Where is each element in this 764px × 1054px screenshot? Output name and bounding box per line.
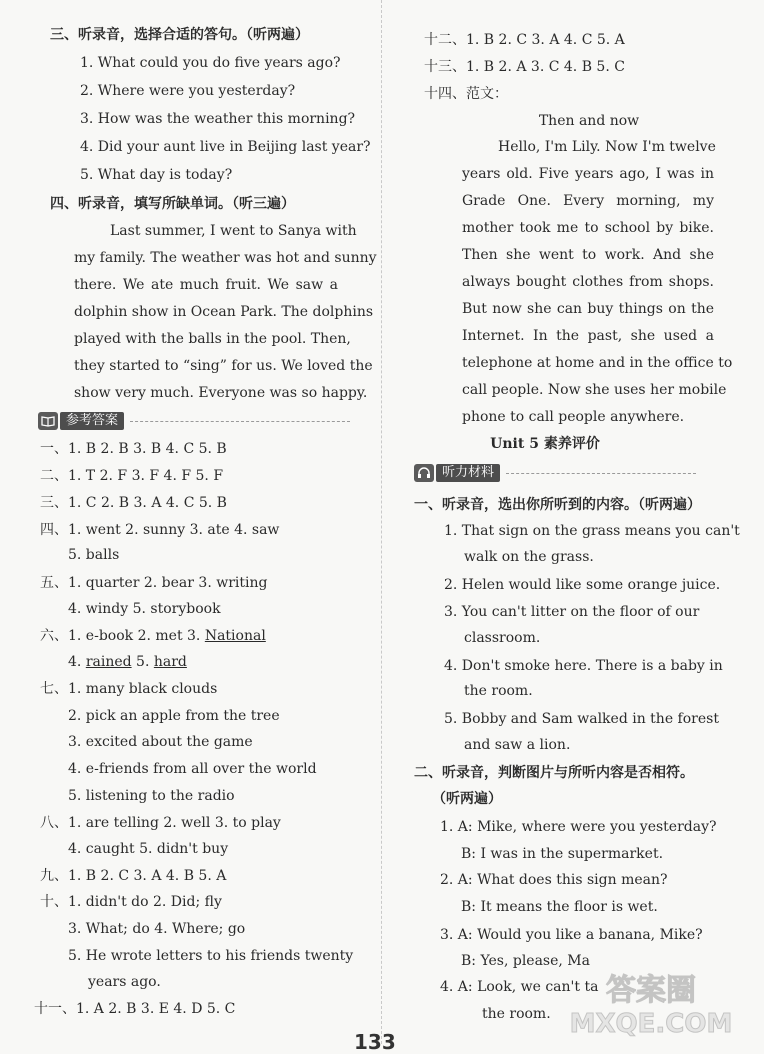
paragraph-line: Last summer, I went to Sanya with xyxy=(110,223,357,239)
paragraph-line: But now she can buy things on the xyxy=(462,301,714,317)
answer-line: 十四、范文： xyxy=(424,86,508,102)
dialog-line: 1. A: Mike, where were you yesterday? xyxy=(440,819,717,835)
paragraph-line: dolphin show in Ocean Park. The dolphins xyxy=(74,304,374,320)
answer-line: 4. e-friends from all over the world xyxy=(68,761,317,777)
answer-line: 四、1. went 2. sunny 3. ate 4. saw xyxy=(40,522,280,538)
headphones-icon xyxy=(414,464,434,482)
answer-line: 七、1. many black clouds xyxy=(40,681,218,697)
list-item: and saw a lion. xyxy=(464,737,571,753)
paragraph-line: they started to “sing” for us. We loved the xyxy=(74,358,373,374)
list-item: 2. Helen would like some orange juice. xyxy=(444,577,721,593)
answer-line xyxy=(40,626,266,646)
section-2-subtitle: （听两遍） xyxy=(432,791,502,807)
answer-text: National xyxy=(204,628,266,644)
dialog-line: 4. A: Look, we can't ta xyxy=(440,979,599,995)
answer-line: 五、1. quarter 2. bear 3. writing xyxy=(40,575,268,591)
paragraph-line: always bought clothes from shops. xyxy=(462,274,714,290)
answer-key-label: 参考答案 xyxy=(60,412,124,430)
dialog-line: B: It means the floor is wet. xyxy=(461,899,658,915)
paragraph-line: my family. The weather was hot and sunny xyxy=(74,250,377,266)
answer-key-banner xyxy=(38,411,374,431)
section-1-title: 一、听录音，选出你所听到的内容。（听两遍） xyxy=(414,497,701,513)
answer-line: 二、1. T 2. F 3. F 4. F 5. F xyxy=(40,468,224,484)
essay-title: Then and now xyxy=(538,113,640,129)
section-4-title: 四、听录音，填写所缺单词。（听三遍） xyxy=(50,196,295,212)
answer-line: 2. pick an apple from the tree xyxy=(68,708,280,724)
list-item: 4. Don't smoke here. There is a baby in xyxy=(444,658,723,674)
watermark-text: MXQE.COM xyxy=(569,1009,733,1038)
answer-line: 4. caught 5. didn't buy xyxy=(68,841,229,857)
paragraph-line: Hello, I'm Lily. Now I'm twelve xyxy=(498,139,716,155)
list-item: 5. Bobby and Sam walked in the forest xyxy=(444,711,719,727)
paragraph-line: phone to call people anywhere. xyxy=(462,409,685,425)
answer-line: 十一、1. A 2. B 3. E 4. D 5. C xyxy=(34,1001,236,1017)
paragraph-line: years old. Five years ago, I was in xyxy=(462,166,714,182)
answer-text: rained xyxy=(85,654,132,670)
dialog-line: B: I was in the supermarket. xyxy=(461,846,664,862)
paragraph-line: Then she went to work. And she xyxy=(462,247,714,263)
paragraph-line: Internet. In the past, she used a xyxy=(462,328,714,344)
answer-line: 十三、1. B 2. A 3. C 4. B 5. C xyxy=(424,59,625,75)
paragraph-line: call people. Now she uses her mobile xyxy=(462,382,727,398)
answer-line xyxy=(68,652,187,672)
answer-text: hard xyxy=(153,654,187,670)
watermark-logo-text: 答案圈 xyxy=(606,973,696,1008)
paragraph-line: there. We ate much fruit. We saw a xyxy=(74,277,338,293)
list-item: 4. Did your aunt live in Beijing last year? xyxy=(80,139,371,155)
answer-text: 5. xyxy=(131,654,154,670)
dialog-line: the room. xyxy=(482,1006,551,1022)
paragraph-line: played with the balls in the pool. Then, xyxy=(74,331,351,347)
answer-line: 5. listening to the radio xyxy=(68,788,235,804)
paragraph-line: show very much. Everyone was so happy. xyxy=(74,385,368,401)
dialog-line: B: Yes, please, Ma xyxy=(461,953,590,969)
answer-line: 3. excited about the game xyxy=(68,734,253,750)
answer-line: 九、1. B 2. C 3. A 4. B 5. A xyxy=(40,868,227,884)
answer-line: 5. balls xyxy=(68,547,120,563)
list-item: 2. Where were you yesterday? xyxy=(80,83,296,99)
answer-line: years ago. xyxy=(88,974,161,990)
list-item: the room. xyxy=(464,683,533,699)
listening-label: 听力材料 xyxy=(436,464,500,482)
answer-line: 八、1. are telling 2. well 3. to play xyxy=(40,815,281,831)
answer-text: 六、1. e-book 2. met 3. xyxy=(40,628,205,644)
section-2-title: 二、听录音，判断图片与所听内容是否相符。 xyxy=(414,765,694,781)
page-number: 133 xyxy=(354,1030,396,1054)
paragraph-line: mother took me to school by bike. xyxy=(462,220,714,236)
section-4-paragraph xyxy=(74,218,377,407)
answer-line: 3. What; do 4. Where; go xyxy=(68,921,246,937)
answer-line: 4. windy 5. storybook xyxy=(68,601,221,617)
list-item: walk on the grass. xyxy=(464,549,594,565)
answer-line: 十二、1. B 2. C 3. A 4. C 5. A xyxy=(424,32,625,48)
list-item: 5. What day is today? xyxy=(80,167,233,183)
list-item: classroom. xyxy=(464,630,541,646)
listening-banner xyxy=(414,463,714,483)
book-icon xyxy=(38,412,58,430)
list-item: 1. That sign on the grass means you can't xyxy=(444,523,740,539)
list-item: 3. You can't litter on the floor of our xyxy=(444,604,700,620)
answer-text: 4. xyxy=(68,654,86,670)
answer-line: 5. He wrote letters to his friends twenty xyxy=(68,948,354,964)
banner-rule xyxy=(130,421,350,422)
answer-line: 三、1. C 2. B 3. A 4. C 5. B xyxy=(40,495,227,511)
watermark-logo xyxy=(546,968,756,1038)
dialog-line: 2. A: What does this sign mean? xyxy=(440,872,668,888)
list-item: 1. What could you do five years ago? xyxy=(80,55,341,71)
section-3-title: 三、听录音，选择合适的答句。（听两遍） xyxy=(50,27,309,43)
answer-line: 十、1. didn't do 2. Did; fly xyxy=(40,894,222,910)
banner-rule xyxy=(506,473,696,474)
paragraph-line: telephone at home and in the office to xyxy=(462,355,733,371)
paragraph-line: Grade One. Every morning, my xyxy=(462,193,714,209)
unit-title: Unit 5 素养评价 xyxy=(490,436,600,452)
list-item: 3. How was the weather this morning? xyxy=(80,111,356,127)
essay-paragraph xyxy=(462,134,733,431)
column-divider xyxy=(381,0,382,1044)
dialog-line: 3. A: Would you like a banana, Mike? xyxy=(440,927,703,943)
answer-line: 一、1. B 2. B 3. B 4. C 5. B xyxy=(40,441,227,457)
